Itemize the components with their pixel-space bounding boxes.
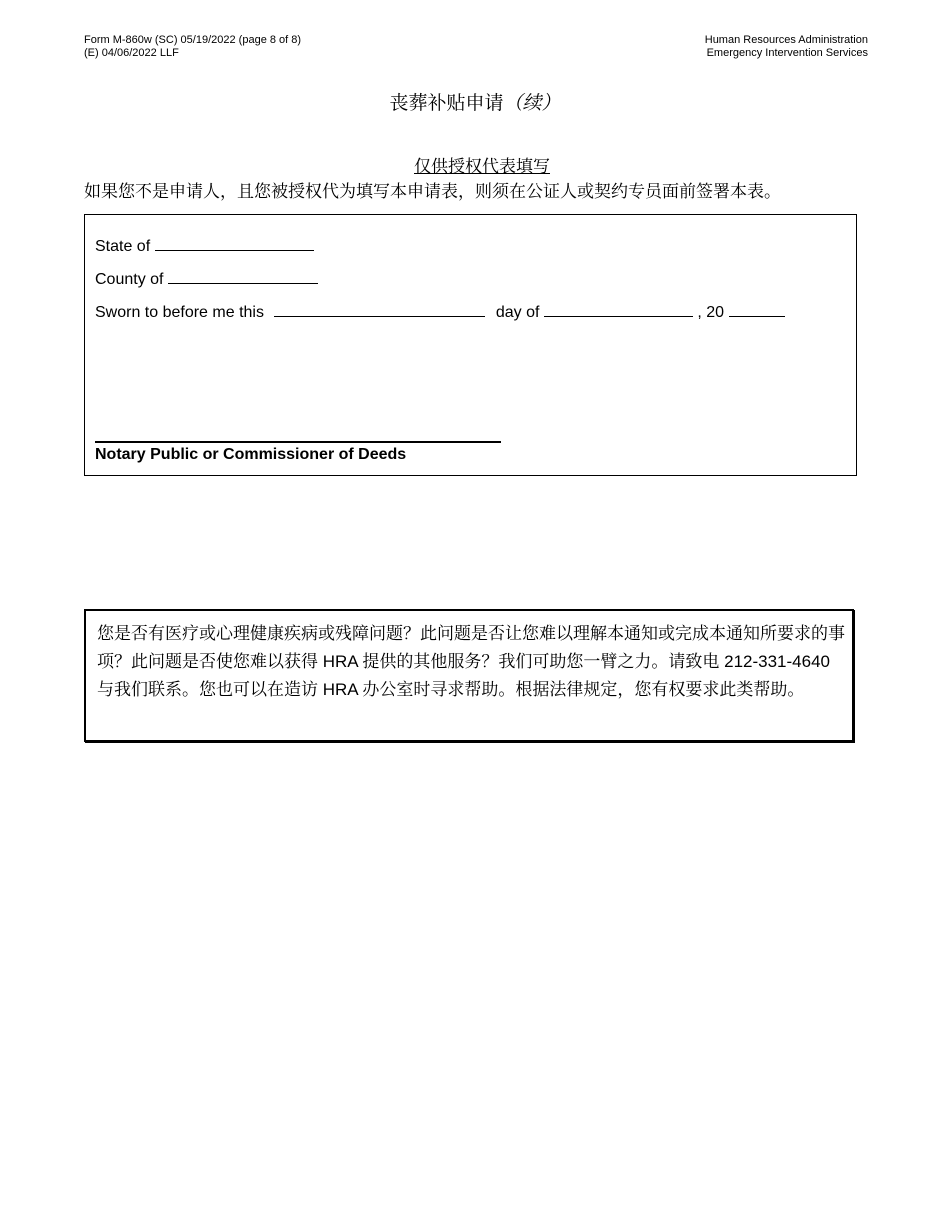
year-field[interactable] <box>729 299 785 317</box>
page-title <box>0 88 950 115</box>
county-field[interactable] <box>168 266 318 284</box>
page-title-main: 丧葬补贴申请 <box>389 93 504 114</box>
agency-division: Emergency Intervention Services <box>706 47 868 59</box>
form-id-header <box>84 34 301 60</box>
agency-header <box>705 34 868 60</box>
assistance-notice-text: 您是否有医疗或心理健康疾病或残障问题？此问题是否让您难以理解本通知或完成本通知所要求的事项？此问题是否使您难以获得 HRA 提供的其他服务？我们可助您一臂之力。请致电 212-331-4640 与我们联系。您也可以在造访 HRA 办公室时寻求帮助。根据法律规定，您有权要求此类帮助。 <box>97 624 845 699</box>
county-label: County of <box>95 271 164 288</box>
form-revision: (E) 04/06/2022 LLF <box>84 47 179 59</box>
sworn-day-field[interactable] <box>274 299 485 317</box>
agency-name: Human Resources Administration <box>704 34 868 46</box>
state-field[interactable] <box>155 233 314 251</box>
sworn-row <box>95 299 785 322</box>
section-subtitle: 仅供授权代表填写 <box>414 157 550 176</box>
notary-signature-line[interactable] <box>95 441 501 443</box>
county-row <box>95 266 318 289</box>
state-row <box>95 233 314 256</box>
assistance-notice-box <box>84 609 854 742</box>
month-field[interactable] <box>544 299 693 317</box>
page-title-continued: （续） <box>503 93 561 114</box>
state-label: State of <box>95 238 151 255</box>
section-instruction: 如果您不是申请人，且您被授权代为填写本申请表，则须在公证人或契约专员面前签署本表。 <box>84 182 781 201</box>
sworn-label: Sworn to before me this <box>95 304 264 321</box>
form-number: Form M-860w (SC) 05/19/2022 (page 8 of 8) <box>84 34 302 46</box>
notary-signature-label: Notary Public or Commissioner of Deeds <box>95 446 407 463</box>
notary-section <box>84 214 857 476</box>
day-of-label: day of <box>495 304 540 321</box>
year-prefix: , 20 <box>697 304 725 321</box>
